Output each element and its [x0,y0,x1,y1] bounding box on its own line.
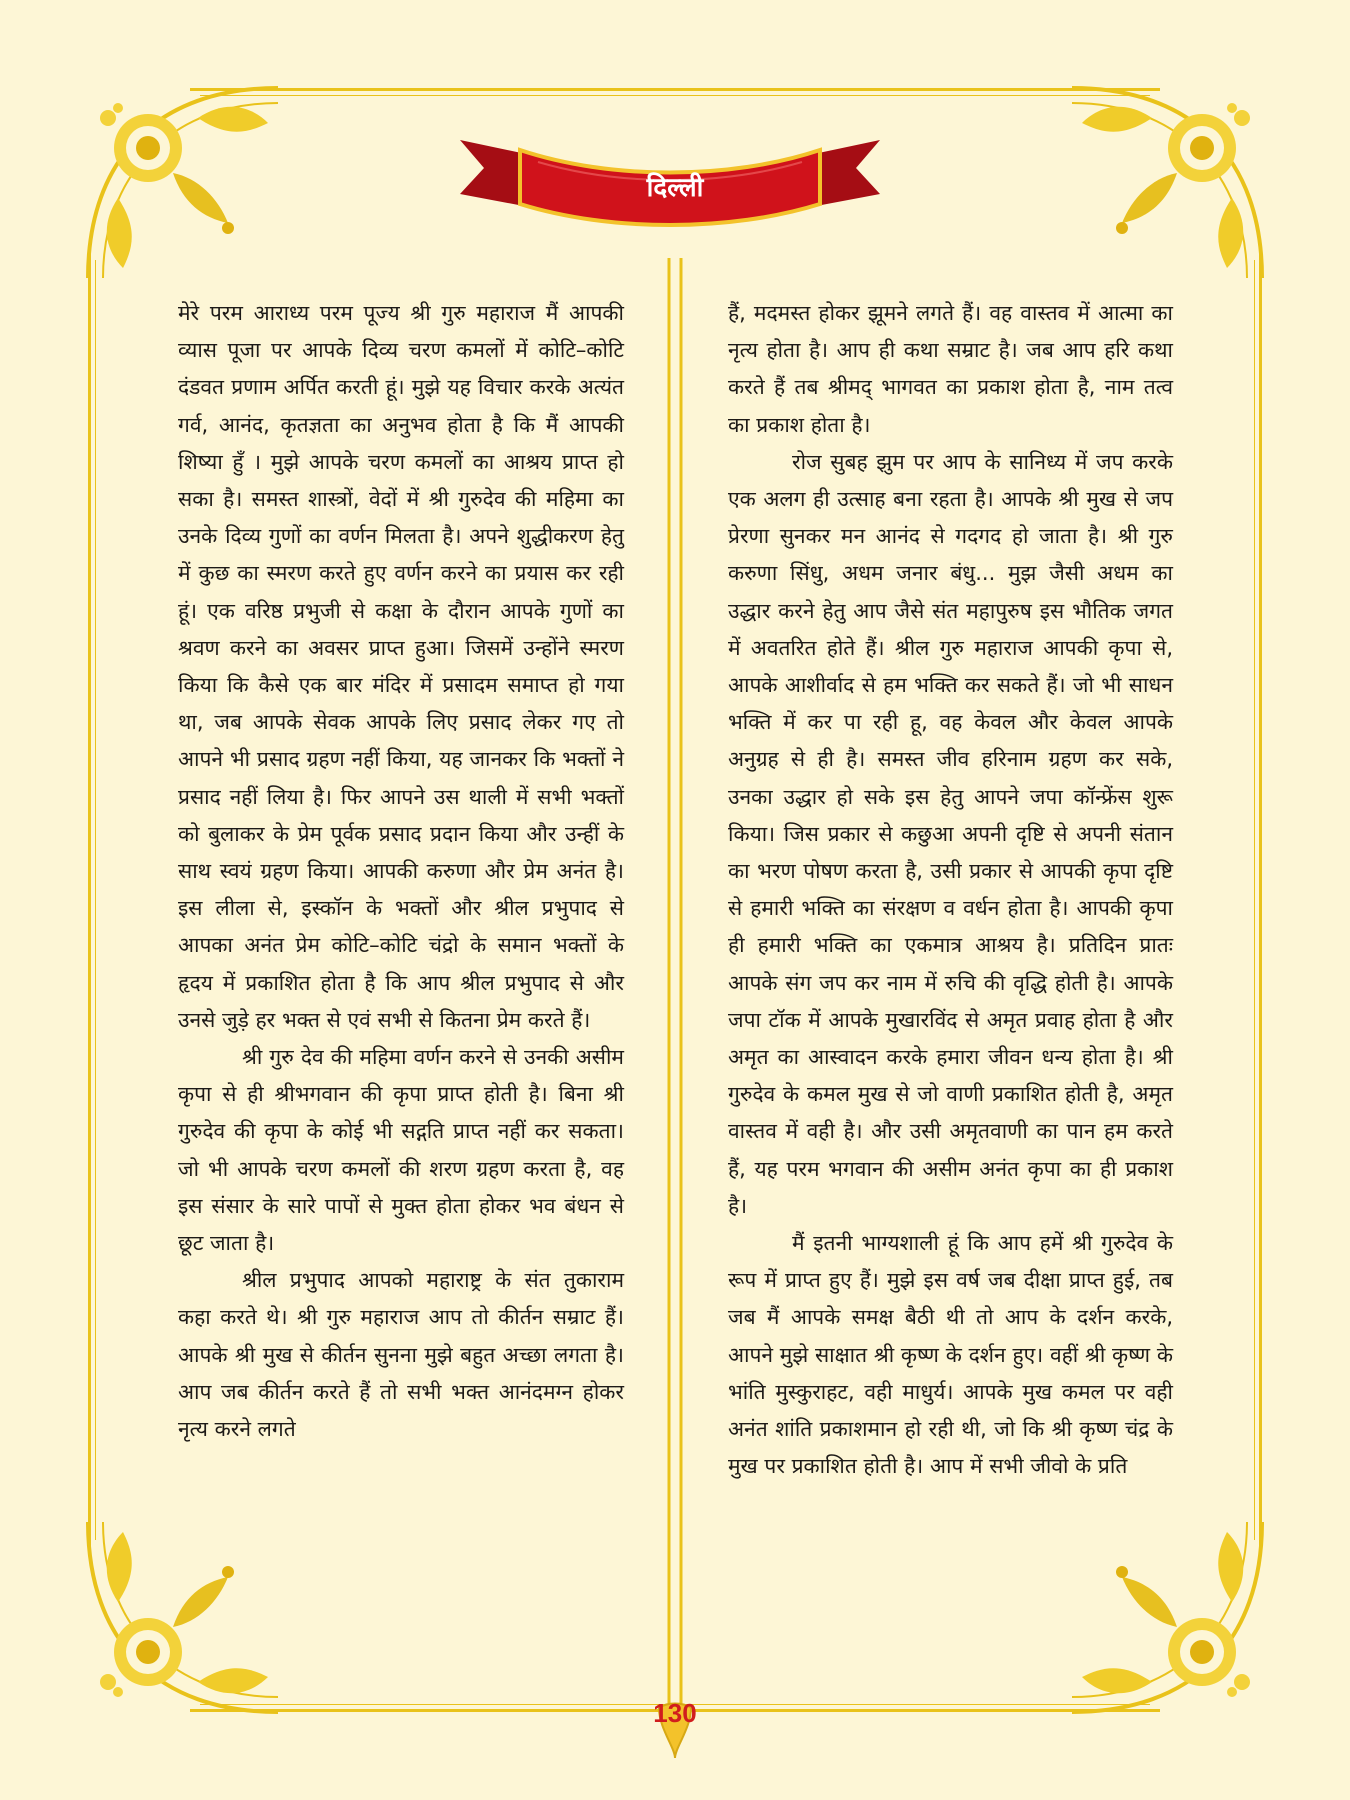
frame-border-left [88,250,91,1550]
paragraph: श्रील प्रभुपाद आपको महाराष्ट्र के संत तुकाराम कहा करते थे। श्री गुरु महाराज आप तो कीर्तन सम्राट हैं। आपके श्री मुख से कीर्तन सुनना मुझे बहुत अच्छा लगता है। आप जब कीर्तन करते हैं तो सभी भक्त आनंदमग्न होकर नृत्य करने लगते [178,1268,624,1442]
page-number: 130 [653,1698,697,1728]
corner-ornament-top-left [78,78,288,288]
frame-border-right-inner [1254,260,1255,1540]
paragraph: मेरे परम आराध्य परम पूज्य श्री गुरु महाराज मैं आपकी व्यास पूजा पर आपके दिव्य चरण कमलों में कोटि–कोटि दंडवत प्रणाम अर्पित करती हूं। मुझे यह विचार करके अत्यंत गर्व, आनंद, कृतज्ञता का अनुभव होता है कि मैं आपकी शिष्या हुँ । मुझे आपके चरण कमलों का आश्रय प्राप्त हो सका है। समस्त शास्त्रों, वेदों में श्री गुरुदेव की महिमा का उनके दिव्य गुणों का वर्णन मिलता है। अपने शुद्धीकरण हेतु में कुछ का स्मरण करते हुए वर्णन करने का प्रयास कर रही हूं। एक वरिष्ठ प्रभुजी से कक्षा के दौरान आपके गुणों का श्रवण करने का अवसर प्राप्त हुआ। जिसमें उन्होंने स्मरण किया कि कैसे एक बार मंदिर में प्रसादम समाप्त हो गया था, जब आपके सेवक आपके लिए प्रसाद लेकर गए तो आपने भी प्रसाद ग्रहण नहीं किया, यह जानकर कि भक्तों ने प्रसाद नहीं लिया है। फिर आपने उस थाली में सभी भक्तों को बुलाकर के प्रेम पूर्वक प्रसाद प्रदान किया और उन्हीं के साथ स्वयं ग्रहण किया। आपकी करुणा और प्रेम अनंत है। इस लीला से, इस्कॉन के भक्तों और श्रील प्रभुपाद से आपका अनंत प्रेम कोटि–कोटि चंद्रो के समान भक्तों के हृदय में प्रकाशित होता है कि आप श्रील प्रभुपाद से और उनसे जुड़े हर भक्त से एवं सभी से कितना प्रेम करते हैं। [178,301,624,1032]
paragraph: मैं इतनी भाग्यशाली हूं कि आप हमें श्री गुरुदेव के रूप में प्राप्त हुए हैं। मुझे इस वर्ष जब दीक्षा प्राप्त हुई, तब जब मैं आपके समक्ष बैठी थी तो आप के दर्शन करके, आपने मुझे साक्षात श्री कृष्ण के दर्शन हुए। वहीं श्री कृष्ण के भांति मुस्कुराहट, वही माधुर्य। आपके मुख कमल पर वही अनंत शांति प्रकाशमान हो रही थी, जो कि श्री कृष्ण चंद्र के मुख पर प्रकाशित होती है। आप में सभी जीवो के प्रति [728,1231,1173,1479]
corner-ornament-bottom-right [1062,1512,1272,1722]
paragraph: श्री गुरु देव की महिमा वर्णन करने से उनकी असीम कृपा से ही श्रीभगवान की कृपा प्राप्त होती है। बिना श्री गुरुदेव की कृपा के कोई भी सद्गति प्राप्त नहीं कर सकता। जो भी आपके चरण कमलों की शरण ग्रहण करता है, वह इस संसार के सारे पापों से मुक्त होता होकर भव बंधन से छूट जाता है। [178,1045,624,1256]
right-column [728,295,1173,1486]
left-column [178,295,624,1448]
paragraph: हैं, मदमस्त होकर झूमने लगते हैं। वह वास्तव में आत्मा का नृत्य होता है। आप ही कथा सम्राट है। जब आप हरि कथा करते हैं तब श्रीमद् भागवत का प्रकाश होता है, नाम तत्व का प्रकाश होता है। [728,301,1173,437]
frame-border-top-inner [200,95,1150,96]
corner-ornament-bottom-left [78,1512,288,1722]
column-divider [655,258,695,1758]
paragraph: रोज सुबह झुम पर आप के सानिध्य में जप करके एक अलग ही उत्साह बना रहता है। आपके श्री मुख से जप प्रेरणा सुनकर मन आनंद से गदगद हो जाता है। श्री गुरु करुणा सिंधु, अधम जनार बंधु... मुझ जैसी अधम का उद्धार करने हेतु आप जैसे संत महापुरुष इस भौतिक जगत में अवतरित होते हैं। श्रील गुरु महाराज आपकी कृपा से, आपके आशीर्वाद से हम भक्ति कर सकते हैं। जो भी साधन भक्ति में कर पा रही हू, वह केवल और केवल आपके अनुग्रह से ही है। समस्त जीव हरिनाम ग्रहण कर सके, उनका उद्धार हो सके इस हेतु आपने जपा कॉन्फ्रेंस शुरू किया। जिस प्रकार से कछुआ अपनी दृष्टि से अपनी संतान का भरण पोषण करता है, उसी प्रकार से आपकी कृपा दृष्टि से हमारी भक्ति का संरक्षण व वर्धन होता है। आपकी कृपा ही हमारी भक्ति का एकमात्र आश्रय है। प्रतिदिन प्रातः आपके संग जप कर नाम में रुचि की वृद्धि होती है। आपके जपा टॉक में आपके मुखारविंद से अमृत प्रवाह होता है और अमृत का आस्वादन करके हमारा जीवन धन्य होता है। श्री गुरुदेव के कमल मुख से जो वाणी प्रकाशित होती है, अमृत वास्तव में वही है। और उसी अमृतवाणी का पान हम करते हैं, यह परम भगवान की असीम अनंत कृपा का ही प्रकाश है। [728,449,1173,1218]
corner-ornament-top-right [1062,78,1272,288]
page-title: दिल्ली [646,173,704,203]
frame-border-left-inner [95,260,96,1540]
frame-border-top [190,88,1160,91]
frame-border-right [1259,250,1262,1550]
